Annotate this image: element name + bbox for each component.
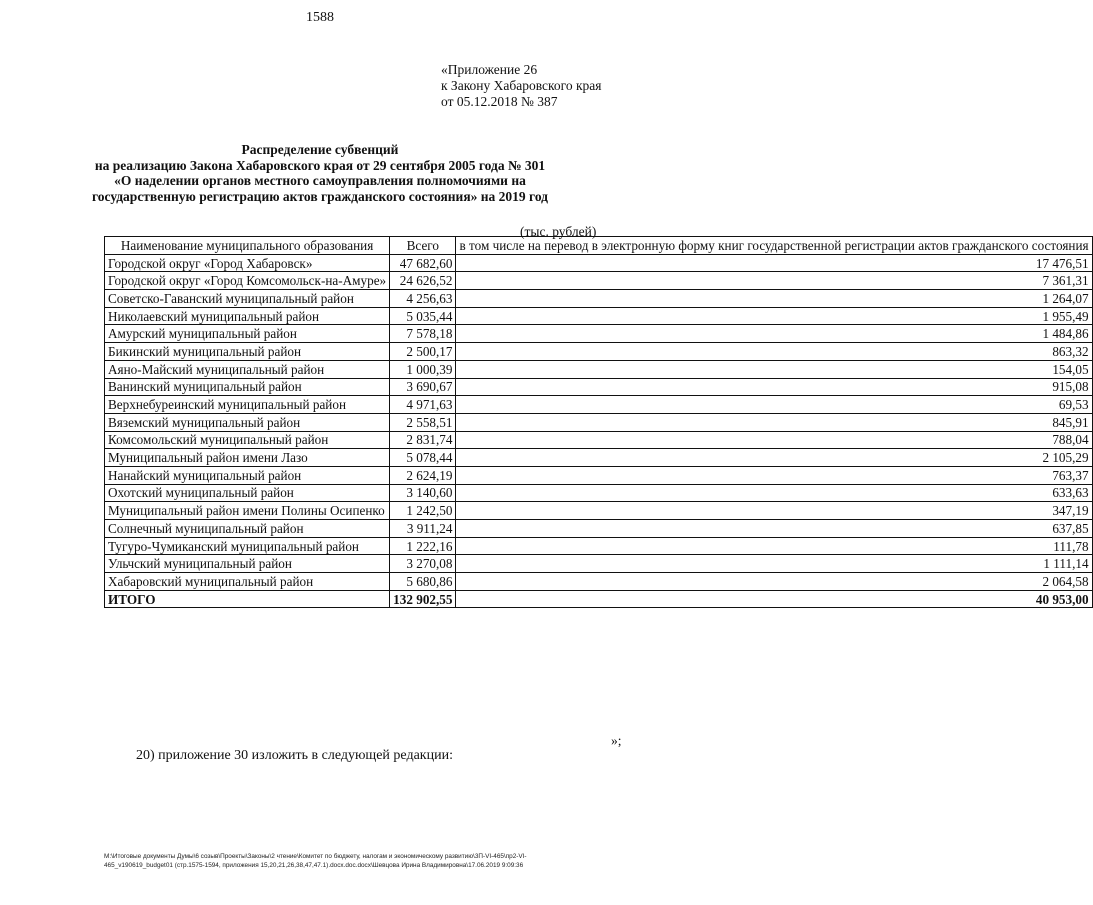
municipality-name: Амурский муниципальный район xyxy=(105,325,390,343)
including-amount: 763,37 xyxy=(456,466,1092,484)
including-amount: 633,63 xyxy=(456,484,1092,502)
table-body xyxy=(105,254,1093,608)
municipality-name: Советско-Гаванский муниципальный район xyxy=(105,290,390,308)
including-amount: 1 111,14 xyxy=(456,555,1092,573)
title-line: Распределение субвенций xyxy=(241,142,399,157)
municipality-name: Тугуро-Чумиканский муниципальный район xyxy=(105,537,390,555)
title-line: «О наделении органов местного самоуправления полномочиями на xyxy=(114,173,526,188)
total-amount: 4 971,63 xyxy=(390,396,456,414)
total-amount: 5 078,44 xyxy=(390,449,456,467)
total-amount: 5 680,86 xyxy=(390,573,456,591)
including-amount: 111,78 xyxy=(456,537,1092,555)
table-row xyxy=(105,307,1093,325)
including-amount: 1 484,86 xyxy=(456,325,1092,343)
total-amount: 1 242,50 xyxy=(390,502,456,520)
table-row xyxy=(105,254,1093,272)
municipality-name: Аяно-Майский муниципальный район xyxy=(105,360,390,378)
total-amount: 3 690,67 xyxy=(390,378,456,396)
total-amount: 1 222,16 xyxy=(390,537,456,555)
including-amount: 347,19 xyxy=(456,502,1092,520)
municipality-name: Ульчский муниципальный район xyxy=(105,555,390,573)
table-total-row xyxy=(105,590,1093,608)
total-label: ИТОГО xyxy=(105,590,390,608)
table-row xyxy=(105,396,1093,414)
grand-total-amount: 132 902,55 xyxy=(390,590,456,608)
total-amount: 47 682,60 xyxy=(390,254,456,272)
page-number: 1588 xyxy=(306,10,334,25)
municipality-name: Солнечный муниципальный район xyxy=(105,520,390,538)
municipality-name: Муниципальный район имени Лазо xyxy=(105,449,390,467)
municipality-name: Комсомольский муниципальный район xyxy=(105,431,390,449)
file-path-footer xyxy=(104,852,614,870)
subventions-table xyxy=(104,236,1093,608)
including-amount: 1 264,07 xyxy=(456,290,1092,308)
table-row xyxy=(105,484,1093,502)
appendix-reference xyxy=(441,62,602,110)
table-row xyxy=(105,290,1093,308)
municipality-name: Вяземский муниципальный район xyxy=(105,413,390,431)
table-row xyxy=(105,502,1093,520)
total-amount: 2 558,51 xyxy=(390,413,456,431)
municipality-name: Нанайский муниципальный район xyxy=(105,466,390,484)
municipality-name: Охотский муниципальный район xyxy=(105,484,390,502)
municipality-name: Городской округ «Город Хабаровск» xyxy=(105,254,390,272)
footer-line: 465_v190619_budget01 (стр.1575-1594, приложения 15,20,21,26,38,47,47.1).docx.doc.docx\Шевцова Ирина Владимировна\17.06.2019 9:09:36 xyxy=(104,862,524,869)
municipality-name: Муниципальный район имени Полины Осипенко xyxy=(105,502,390,520)
header-total: Всего xyxy=(390,237,456,255)
table-row xyxy=(105,431,1093,449)
grand-including-amount: 40 953,00 xyxy=(456,590,1092,608)
total-amount: 2 624,19 xyxy=(390,466,456,484)
table-row xyxy=(105,413,1093,431)
total-amount: 4 256,63 xyxy=(390,290,456,308)
table-row xyxy=(105,573,1093,591)
header-including: в том числе на перевод в электронную форму книг государственной регистрации актов гражданского состояния xyxy=(456,237,1092,255)
header-name: Наименование муниципального образования xyxy=(105,237,390,255)
including-amount: 788,04 xyxy=(456,431,1092,449)
total-amount: 2 500,17 xyxy=(390,343,456,361)
appendix-line: к Закону Хабаровского края xyxy=(441,78,602,93)
table-row xyxy=(105,360,1093,378)
table-row xyxy=(105,466,1093,484)
total-amount: 3 270,08 xyxy=(390,555,456,573)
including-amount: 7 361,31 xyxy=(456,272,1092,290)
table-row xyxy=(105,272,1093,290)
total-amount: 2 831,74 xyxy=(390,431,456,449)
appendix-line: «Приложение 26 xyxy=(441,62,538,77)
table-row xyxy=(105,325,1093,343)
total-amount: 7 578,18 xyxy=(390,325,456,343)
municipality-name: Верхнебуреинский муниципальный район xyxy=(105,396,390,414)
instruction-text: 20) приложение 30 изложить в следующей редакции: xyxy=(136,748,453,763)
including-amount: 2 064,58 xyxy=(456,573,1092,591)
including-amount: 17 476,51 xyxy=(456,254,1092,272)
document-title xyxy=(80,142,560,204)
including-amount: 69,53 xyxy=(456,396,1092,414)
including-amount: 637,85 xyxy=(456,520,1092,538)
appendix-line: от 05.12.2018 № 387 xyxy=(441,94,558,109)
table-row xyxy=(105,537,1093,555)
municipality-name: Бикинский муниципальный район xyxy=(105,343,390,361)
total-amount: 3 911,24 xyxy=(390,520,456,538)
closing-quote: »; xyxy=(611,733,622,748)
including-amount: 863,32 xyxy=(456,343,1092,361)
municipality-name: Ванинский муниципальный район xyxy=(105,378,390,396)
including-amount: 1 955,49 xyxy=(456,307,1092,325)
total-amount: 1 000,39 xyxy=(390,360,456,378)
table-row xyxy=(105,378,1093,396)
including-amount: 154,05 xyxy=(456,360,1092,378)
footer-line: M:\Итоговые документы Думы\6 созыв\Проекты\Законы\2 чтение\Комитет по бюджету, налогам и экономическому развитию\3П-VI-465\пр2-VI- xyxy=(104,853,527,860)
including-amount: 915,08 xyxy=(456,378,1092,396)
title-line: на реализацию Закона Хабаровского края от 29 сентября 2005 года № 301 xyxy=(94,157,546,173)
total-amount: 5 035,44 xyxy=(390,307,456,325)
table-row xyxy=(105,449,1093,467)
table-row xyxy=(105,555,1093,573)
total-amount: 3 140,60 xyxy=(390,484,456,502)
title-line: государственную регистрацию актов гражданского состояния» на 2019 год xyxy=(91,188,549,204)
table-row xyxy=(105,520,1093,538)
table-header-row xyxy=(105,237,1093,255)
municipality-name: Городской округ «Город Комсомольск-на-Амуре» xyxy=(105,272,390,290)
municipality-name: Хабаровский муниципальный район xyxy=(105,573,390,591)
including-amount: 845,91 xyxy=(456,413,1092,431)
municipality-name: Николаевский муниципальный район xyxy=(105,307,390,325)
including-amount: 2 105,29 xyxy=(456,449,1092,467)
total-amount: 24 626,52 xyxy=(390,272,456,290)
table-row xyxy=(105,343,1093,361)
units-label: (тыс. рублей) xyxy=(520,224,597,239)
